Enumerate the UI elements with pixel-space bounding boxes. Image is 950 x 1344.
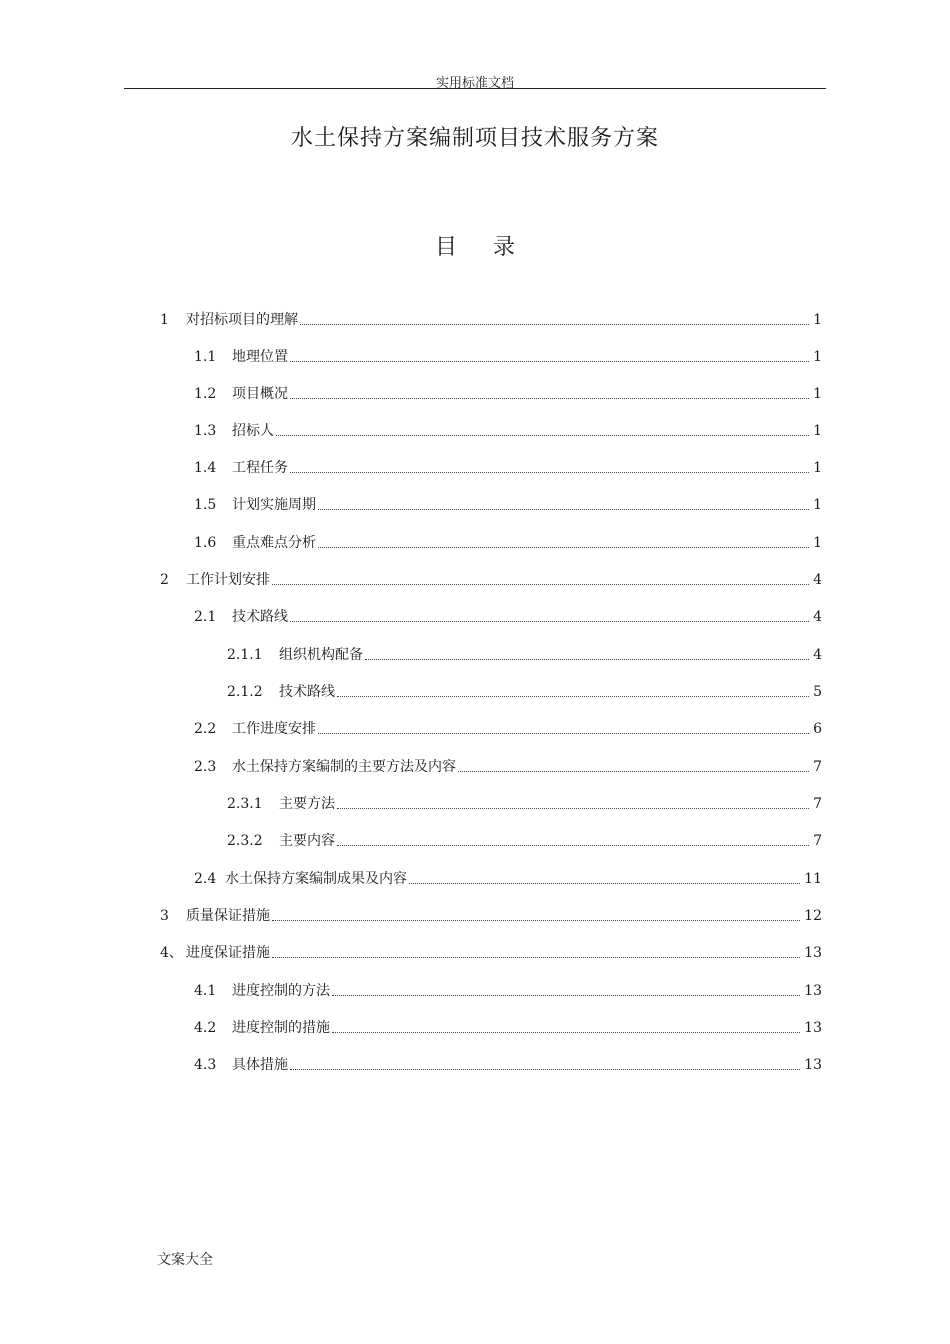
toc-entry[interactable] (160, 310, 822, 330)
toc-entry-number: 3 (160, 908, 169, 924)
toc-entry-number: 2.4 (194, 871, 217, 887)
toc-entry-page: 1 (813, 460, 822, 476)
toc-entry-number: 4.3 (194, 1057, 217, 1073)
toc-entry-label: 主要内容 (279, 833, 335, 849)
toc-entry-label: 计划实施周期 (232, 497, 316, 513)
toc-entry[interactable] (194, 869, 822, 889)
toc-entry-number: 1.3 (194, 423, 217, 439)
toc-entry-label: 招标人 (232, 423, 274, 439)
toc-entry-label: 项目概况 (232, 386, 288, 402)
toc-entry-page: 13 (804, 945, 822, 961)
toc-dot-leader (290, 1069, 800, 1070)
toc-entry-page: 5 (813, 684, 822, 700)
toc-entry-page: 12 (804, 908, 822, 924)
toc-dot-leader (290, 361, 809, 362)
toc-entry-number: 2.3.1 (227, 796, 263, 812)
toc-entry-number: 1.4 (194, 460, 217, 476)
toc-entry-page: 1 (813, 423, 822, 439)
toc-dot-leader (365, 659, 809, 660)
toc-dot-leader (272, 957, 800, 958)
toc-entry-label: 技术路线 (279, 684, 335, 700)
toc-title-char: 录 (493, 235, 516, 260)
toc-dot-leader (318, 733, 809, 734)
toc-entry-label: 地理位置 (232, 349, 288, 365)
toc-dot-leader (290, 472, 809, 473)
toc-entry-label: 进度控制的方法 (232, 983, 330, 999)
toc-entry-page: 13 (804, 1057, 822, 1073)
toc-entry[interactable] (160, 943, 822, 963)
toc-entry-page: 1 (813, 497, 822, 513)
toc-entry-label: 进度控制的措施 (232, 1020, 330, 1036)
toc-entry[interactable] (227, 682, 822, 702)
toc-entry-page: 1 (813, 535, 822, 551)
header-rule (124, 88, 826, 89)
page-header: 实用标准文档 (435, 76, 514, 91)
toc-entry-label: 进度保证措施 (186, 945, 270, 961)
toc-entry[interactable] (194, 719, 822, 739)
toc-entry-label: 具体措施 (232, 1057, 288, 1073)
toc-entry-number: 2 (160, 572, 169, 588)
toc-entry-page: 4 (813, 647, 822, 663)
toc-entry-number: 4.2 (194, 1020, 217, 1036)
toc-entry-page: 7 (813, 759, 822, 775)
toc-entry-number: 4、 (160, 945, 183, 961)
toc-entry-number: 2.2 (194, 721, 217, 737)
toc-entry-label: 水土保持方案编制的主要方法及内容 (232, 759, 456, 775)
toc-entry[interactable] (194, 533, 822, 553)
toc-dot-leader (337, 696, 809, 697)
toc-entry-number: 2.1 (194, 609, 217, 625)
toc-entry-page: 4 (813, 609, 822, 625)
toc-dot-leader (332, 995, 800, 996)
toc-entry-label: 重点难点分析 (232, 535, 316, 551)
toc-entry-page: 13 (804, 1020, 822, 1036)
toc-entry-label: 技术路线 (232, 609, 288, 625)
toc-entry[interactable] (194, 757, 822, 777)
toc-entry[interactable] (227, 645, 822, 665)
toc-dot-leader (409, 883, 800, 884)
toc-entry-page: 4 (813, 572, 822, 588)
toc-entry-number: 1.1 (194, 349, 217, 365)
document-title: 水土保持方案编制项目技术服务方案 (290, 126, 659, 151)
toc-dot-leader (300, 324, 809, 325)
toc-entry-page: 6 (813, 721, 822, 737)
toc-dot-leader (337, 845, 809, 846)
toc-entry[interactable] (194, 981, 822, 1001)
toc-entry-label: 工作计划安排 (186, 572, 270, 588)
toc-entry-number: 1 (160, 312, 169, 328)
toc-dot-leader (276, 435, 809, 436)
toc-entry[interactable] (194, 384, 822, 404)
toc-entry[interactable] (194, 495, 822, 515)
toc-entry-page: 11 (804, 871, 822, 887)
toc-dot-leader (318, 509, 809, 510)
toc-entry[interactable] (160, 570, 822, 590)
toc-entry[interactable] (160, 906, 822, 926)
toc-dot-leader (318, 547, 809, 548)
page-footer: 文案大全 (157, 1252, 213, 1268)
toc-entry[interactable] (194, 458, 822, 478)
toc-entry-label: 主要方法 (279, 796, 335, 812)
toc-entry-number: 4.1 (194, 983, 217, 999)
toc-entry-number: 1.2 (194, 386, 217, 402)
toc-entry-page: 1 (813, 312, 822, 328)
toc-dot-leader (290, 621, 809, 622)
toc-title (0, 230, 950, 261)
toc-entry-label: 质量保证措施 (186, 908, 270, 924)
toc-entry-page: 1 (813, 386, 822, 402)
toc-entry[interactable] (194, 421, 822, 441)
toc-entry-label: 对招标项目的理解 (186, 312, 298, 328)
toc-entry-label: 工作进度安排 (232, 721, 316, 737)
toc-dot-leader (337, 808, 809, 809)
toc-entry-page: 1 (813, 349, 822, 365)
toc-entry-page: 7 (813, 796, 822, 812)
toc-dot-leader (332, 1032, 800, 1033)
toc-entry[interactable] (194, 607, 822, 627)
toc-entry[interactable] (227, 794, 822, 814)
toc-dot-leader (272, 920, 800, 921)
toc-entry[interactable] (194, 1055, 822, 1075)
toc-entry-number: 2.1.1 (227, 647, 263, 663)
toc-title-char: 目 (434, 235, 457, 260)
toc-entry-number: 2.3 (194, 759, 217, 775)
toc-entry-number: 1.5 (194, 497, 217, 513)
toc-entry-page: 13 (804, 983, 822, 999)
toc-entry-number: 2.3.2 (227, 833, 263, 849)
toc-entry[interactable] (194, 347, 822, 367)
toc-entry-label: 水土保持方案编制成果及内容 (225, 871, 407, 887)
toc-entry-page: 7 (813, 833, 822, 849)
toc-entry-label: 工程任务 (232, 460, 288, 476)
toc-dot-leader (458, 771, 809, 772)
toc-entry-label: 组织机构配备 (279, 647, 363, 663)
toc-entry-number: 2.1.2 (227, 684, 263, 700)
toc-dot-leader (272, 584, 809, 585)
toc-entry[interactable] (227, 831, 822, 851)
toc-entry-number: 1.6 (194, 535, 217, 551)
toc-entry[interactable] (194, 1018, 822, 1038)
toc-dot-leader (290, 398, 809, 399)
